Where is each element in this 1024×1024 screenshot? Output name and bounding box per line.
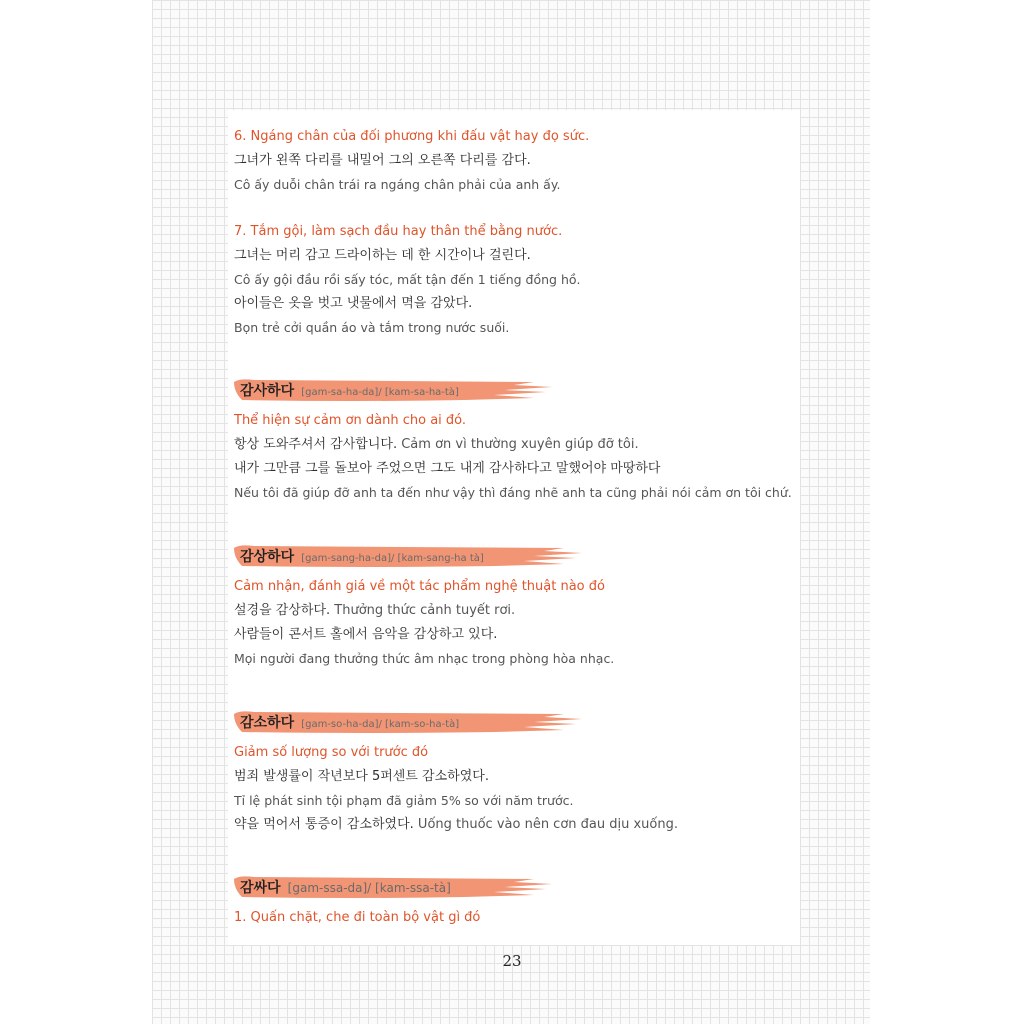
vietnamese-translation: Cô ấy duỗi chân trái ra ngáng chân phải của anh ấy. [234, 177, 561, 192]
entry-word: 감소하다 [240, 715, 295, 731]
entry-heading [234, 874, 804, 900]
entry-heading [234, 377, 804, 403]
korean-example: 설경을 감상하다. [234, 603, 331, 618]
entry-gamsahada [234, 377, 804, 505]
korean-example: 아이들은 옷을 벗고 냇물에서 멱을 감았다. [234, 296, 473, 311]
korean-example: 약을 먹어서 통증이 감소하였다. [234, 817, 414, 832]
sense-definition: 7. Tắm gội, làm sạch đầu hay thân thể bằng nước. [234, 224, 563, 239]
vietnamese-translation: Mọi người đang thưởng thức âm nhạc trong phòng hòa nhạc. [234, 651, 615, 666]
example-line [234, 599, 804, 623]
sense-7 [234, 220, 804, 340]
entry-pronunciation: [gam-ssa-da]/ [kam-ssa-tà] [287, 881, 451, 895]
entry-gamsohada [234, 709, 804, 837]
entry-gamsanghada [234, 543, 804, 671]
korean-example: 그녀는 머리 감고 드라이하는 데 한 시간이나 걸린다. [234, 248, 531, 263]
entry-heading [234, 709, 804, 735]
vietnamese-translation: Bọn trẻ cởi quần áo và tắm trong nước suối. [234, 320, 510, 335]
entry-word: 감싸다 [240, 880, 281, 896]
vietnamese-translation: Tỉ lệ phát sinh tội phạm đã giảm 5% so với năm trước. [234, 793, 574, 808]
page-number: 23 [502, 952, 522, 970]
entry-pronunciation: [gam-sang-ha-da]/ [kam-sang-ha tà] [301, 553, 484, 564]
vietnamese-translation: Uống thuốc vào nên cơn đau dịu xuống. [413, 817, 678, 832]
entry-word: 감사하다 [240, 383, 295, 399]
vietnamese-translation: Thưởng thức cảnh tuyết rơi. [330, 603, 516, 618]
sense-definition: 6. Ngáng chân của đối phương khi đấu vật hay đọ sức. [234, 129, 590, 144]
entry-gamssada [234, 874, 804, 930]
entry-definition: Giảm số lượng so với trước đó [234, 745, 429, 760]
korean-example: 범죄 발생률이 작년보다 5퍼센트 감소하였다. [234, 769, 489, 784]
sense-6 [234, 125, 804, 197]
vietnamese-translation: Nếu tôi đã giúp đỡ anh ta đến như vậy thì đáng nhẽ anh ta cũng phải nói cảm ơn tôi chứ. [234, 485, 792, 500]
entry-definition: Cảm nhận, đánh giá về một tác phẩm nghệ thuật nào đó [234, 579, 605, 594]
korean-example: 그녀가 왼쪽 다리를 내밀어 그의 오른쪽 다리를 감다. [234, 153, 531, 168]
vietnamese-translation: Cô ấy gội đầu rồi sấy tóc, mất tận đến 1 tiếng đồng hồ. [234, 272, 581, 287]
example-line [234, 433, 804, 457]
vietnamese-translation: Cảm ơn vì thường xuyên giúp đỡ tôi. [397, 437, 639, 452]
korean-example: 사람들이 콘서트 홀에서 음악을 감상하고 있다. [234, 627, 498, 642]
korean-example: 항상 도와주셔서 감사합니다. [234, 437, 398, 452]
entry-heading [234, 543, 804, 569]
korean-example: 내가 그만큼 그를 돌보아 주었으면 그도 내게 감사하다고 말했어야 마땅하다 [234, 461, 661, 476]
entry-pronunciation: [gam-sa-ha-da]/ [kam-sa-ha-tà] [301, 387, 459, 398]
entry-pronunciation: [gam-so-ha-da]/ [kam-so-ha-tà] [301, 719, 460, 730]
entry-definition: Thể hiện sự cảm ơn dành cho ai đó. [234, 413, 467, 428]
example-line [234, 813, 804, 837]
entry-word: 감상하다 [240, 549, 295, 565]
entry-definition: 1. Quấn chặt, che đi toàn bộ vật gì đó [234, 910, 481, 925]
